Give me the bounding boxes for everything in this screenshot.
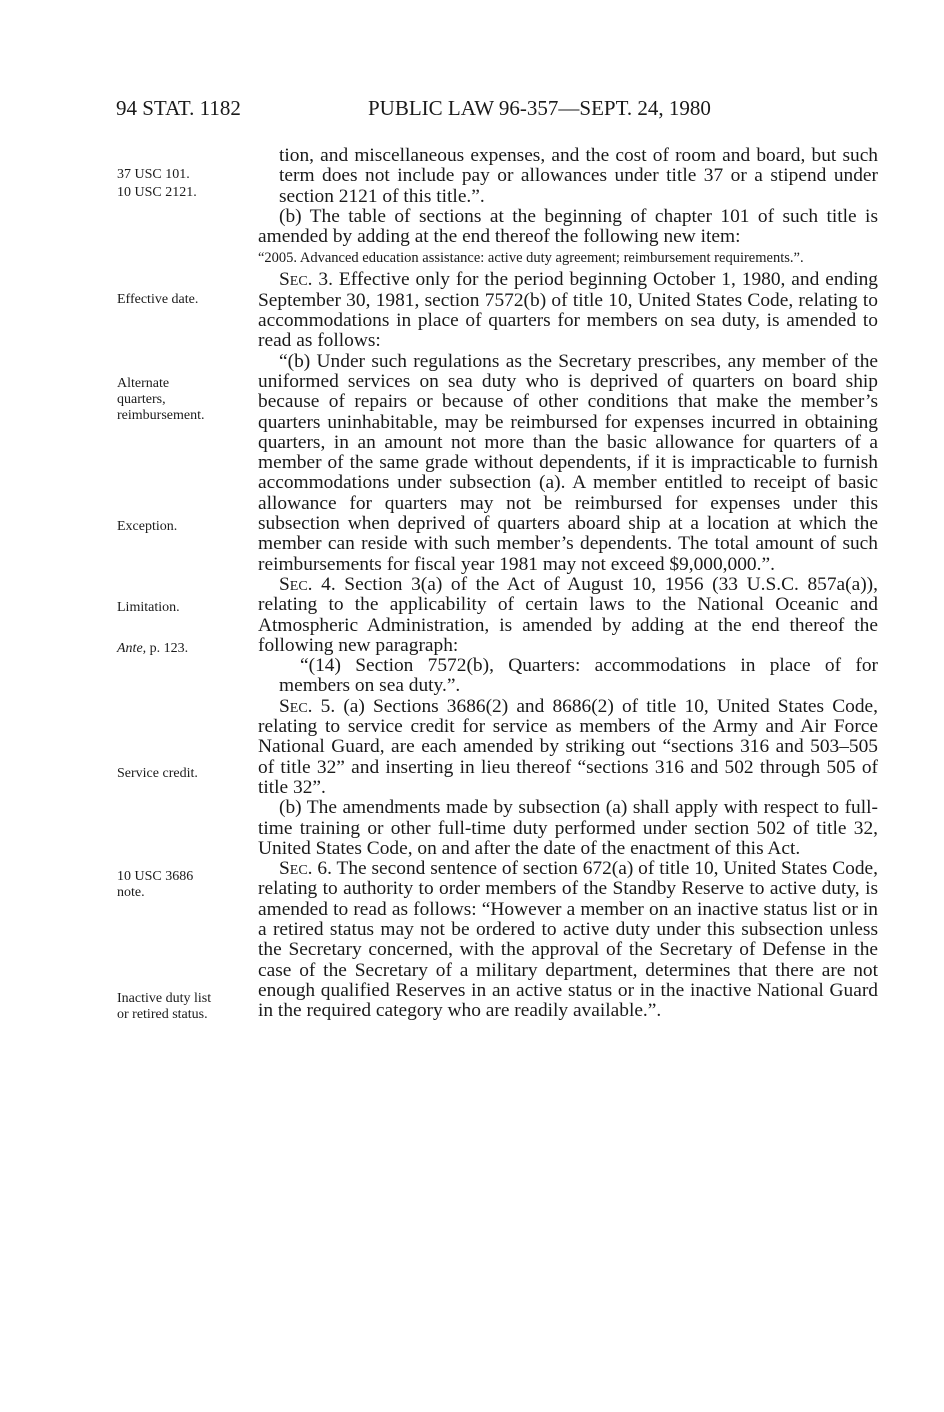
section-4-quoted-text: “(14) Section 7572(b), Quarters: accommodations in place of for members on sea duty.”. [279, 655, 878, 697]
section-5-text: (a) Sections 3686(2) and 8686(2) of title 10, United States Code, relating to service credit for service as members of the Army and Air Force National Guard, are each amended by striking out “sections 316 and 503–505 of title 32” and inserting in lieu thereof “sections 316 and 502 through 505 of title 32”. [258, 695, 878, 798]
section-5-paragraph [258, 697, 878, 798]
ante-page: p. 123. [146, 641, 189, 656]
ante-word: Ante, [117, 641, 147, 656]
margin-note-alternate-quarters [117, 376, 245, 424]
margin-note-line: note. [117, 885, 145, 900]
margin-note-line: reimbursement. [117, 408, 205, 423]
margin-note-line: Inactive duty list [117, 991, 212, 1006]
section-3-quoted-text: “(b) Under such regulations as the Secretary prescribes, any member of the uniformed services on sea duty who is deprived of quarters on board ship because of repairs or because of other conditions that make the member’s quarters uninhabitable, may be reimbursed for expenses incurred in obtaining quarters, in an amount not more than the basic allowance for quarters of a member of the same grade without dependents, if it is impracticable to furnish accommodations under subsection (a). A member entitled to receipt of basic allowance for quarters may not be reimbursed for expenses under this subsection when deprived of quarters aboard ship at a location at which the member can reside with such member’s dependents. The total amount of such reimbursements for fiscal year 1981 may not exceed $9,000,000.”. [258, 350, 878, 575]
margin-note-line: Alternate [117, 376, 170, 391]
section-6-label: Sec. 6. [279, 858, 332, 880]
margin-note-line: or retired status. [117, 1007, 208, 1022]
continued-text: tion, and miscellaneous expenses, and the cost of room and board, but such term does not include pay or allowances under title 37 or a stipend under section 2121 of this title.”. [279, 145, 878, 207]
section-3-paragraph [258, 270, 878, 351]
section-6-text: The second sentence of section 672(a) of title 10, United States Code, relating to authority to order members of the Standby Reserve to active duty, is amended to read as follows: “However a member on an inactive status list or in a retired status may not be ordered to active duty under this subsection unless the Secretary concerned, with the approval of the Secretary of Defense in the case of the Secretary of a military department, determines that there are not enough qualified Reserves in an active status or in the inactive National Guard in the required category who are readily available.”. [258, 858, 878, 1022]
margin-note-line: 10 USC 3686 [117, 869, 194, 884]
margin-note-10-usc-2121: 10 USC 2121. [117, 185, 197, 200]
margin-note-ante [117, 641, 245, 657]
section-5b-paragraph: (b) The amendments made by subsection (a) shall apply with respect to full-time training or other full-time duty performed under section 502 of title 32, United States Code, on and after the date of the enactment of this Act. [258, 797, 878, 859]
section-3-text: Effective only for the period beginning October 1, 1980, and ending September 30, 1981, section 7572(b) of title 10, United States Code, relating to accommodations in place of quarters for members on sea duty, is amended to read as follows: [258, 269, 878, 352]
law-title: PUBLIC LAW 96-357—SEPT. 24, 1980 [368, 96, 711, 120]
section-4-paragraph [258, 575, 878, 656]
margin-note-exception: Exception. [117, 519, 178, 534]
table-amendment-paragraph: (b) The table of sections at the beginning of chapter 101 of such title is amended by adding at the end thereof the following new item: [258, 205, 878, 248]
stat-citation: 94 STAT. 1182 [116, 96, 241, 120]
margin-note-line: quarters, [117, 392, 166, 407]
body-text [258, 146, 878, 1021]
page-header [116, 96, 776, 126]
margin-note-service-credit: Service credit. [117, 766, 198, 781]
section-4-text: Section 3(a) of the Act of August 10, 1956 (33 U.S.C. 857a(a)), relating to the applicability of certain laws to the National Oceanic and Atmospheric Administration, is amended by adding at the end thereof the following new paragraph: [258, 573, 878, 656]
section-5-label: Sec. 5. [279, 695, 336, 717]
margin-note-37-usc-101: 37 USC 101. [117, 167, 190, 182]
margin-note-10-usc-3686 [117, 869, 245, 901]
section-4-label: Sec. 4. [279, 573, 336, 595]
section-6-paragraph [258, 859, 878, 1021]
section-3-label: Sec. 3. [279, 269, 333, 291]
margin-note-effective-date: Effective date. [117, 292, 199, 307]
margin-note-inactive-duty [117, 991, 245, 1023]
table-item: “2005. Advanced education assistance: active duty agreement; reimbursement requirements.”. [258, 250, 804, 267]
margin-note-limitation: Limitation. [117, 600, 180, 615]
